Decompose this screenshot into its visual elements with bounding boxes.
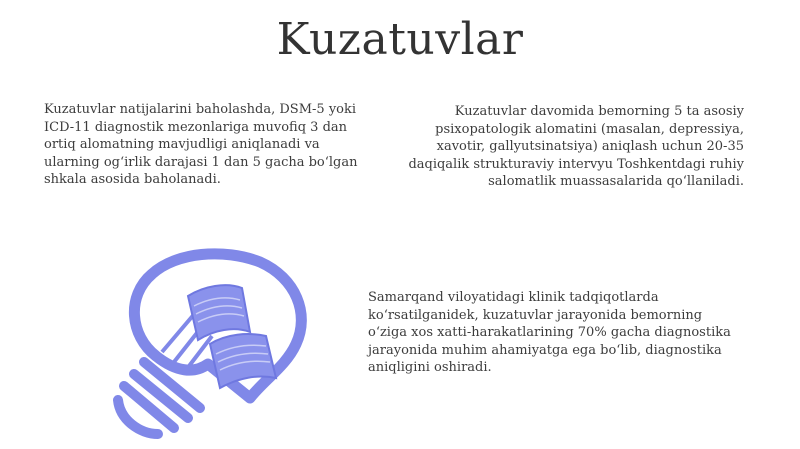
lightbulb-with-book-icon — [100, 244, 312, 440]
paragraph-structured-interview: Kuzatuvlar davomida bemorning 5 ta asosiy psixopatologik alomatini (masalan, depressiya, xavotir, gallyutsinatsiya) aniqlash uchun 20-35 daqiqalik strukturaviy intervyu Toshkentdagi ruhiy salomatlik muassasalarida qo‘llaniladi. — [408, 104, 744, 189]
paragraph-clinical-research: Samarqand viloyatidagi klinik tadqiqotlarda ko‘rsatilganidek, kuzatuvlar jarayonida bemorning o‘ziga xos xatti-harakatlarining 70% gacha diagnostika jarayonida muhim ahamiyatga ega bo‘lib, diagnostika aniqligini oshiradi. — [368, 290, 731, 375]
filament-line — [162, 312, 196, 352]
slide-title: Kuzatuvlar — [276, 14, 524, 65]
paragraph-diagnostic-criteria: Kuzatuvlar natijalarini baholashda, DSM-5 yoki ICD-11 diagnostik mezonlariga muvofiq 3 dan ortiq alomatning mavjudligi aniqlanadi va ularning og‘irlik darajasi 1 dan 5 gacha bo‘lgan shkala asosida baholanadi. — [44, 102, 358, 187]
